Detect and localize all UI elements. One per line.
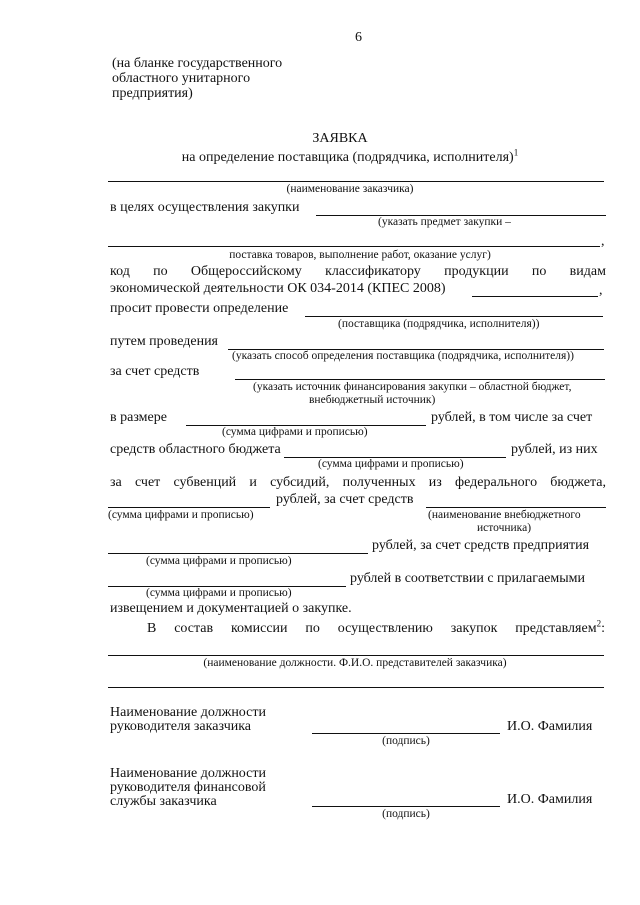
- attached-caption: (сумма цифрами и прописью): [146, 587, 292, 599]
- signature-2-title-line-3: службы заказчика: [110, 794, 217, 809]
- signature-2-title-line-1: Наименование должности: [110, 766, 266, 781]
- letterhead-line-1: (на бланке государственного: [112, 56, 283, 71]
- okpd-line-comma: ,: [599, 283, 603, 298]
- signature-2-line: [312, 806, 500, 807]
- regional-suffix: рублей, из них: [511, 442, 598, 457]
- supplier-caption: (поставщика (подрядчика, исполнителя)): [338, 318, 540, 330]
- funds-label: за счет средств: [110, 364, 200, 379]
- customer-caption: (наименование заказчика): [286, 183, 414, 195]
- okpd-code-line: [472, 296, 598, 297]
- subject-line-comma: ,: [601, 234, 605, 249]
- subject-caption-1: (указать предмет закупки –: [378, 216, 511, 228]
- method-label: путем проведения: [110, 334, 218, 349]
- subject-caption-2: поставка товаров, выполнение работ, оказание услуг): [229, 249, 491, 261]
- subsidies-word: полученных: [342, 475, 416, 490]
- okpd-line-2: экономической деятельности ОК 034-2014 (КПЕС 2008): [110, 281, 446, 296]
- okpd-word: Общероссийскому: [190, 264, 302, 279]
- page-number: 6: [355, 30, 362, 45]
- federal-suffix: рублей, за счет средств: [276, 492, 414, 507]
- okpd-word: по: [153, 264, 168, 279]
- federal-caption: (сумма цифрами и прописью): [108, 509, 254, 521]
- document-title: ЗАЯВКА: [312, 131, 368, 146]
- subject-line: [108, 246, 600, 247]
- letterhead-line-3: предприятия): [112, 86, 193, 101]
- commission-word: осуществлению: [337, 621, 433, 636]
- subsidies-word: и: [249, 475, 257, 490]
- commission-word: закупок: [450, 621, 498, 636]
- commission-word-text: представляем: [515, 621, 597, 636]
- funds-line: [235, 379, 605, 380]
- signature-2-title-line-2: руководителя финансовой: [110, 780, 266, 795]
- notice-line: извещением и документацией о закупке.: [110, 601, 352, 616]
- commission-word: состав: [174, 621, 214, 636]
- regional-caption: (сумма цифрами и прописью): [318, 458, 464, 470]
- commission-line-2: [108, 687, 604, 688]
- commission-word: В: [147, 621, 157, 636]
- okpd-line-1: [110, 264, 606, 280]
- commission-word: комиссии: [230, 621, 288, 636]
- extrabudget-line: [426, 507, 606, 508]
- federal-line: [108, 507, 270, 508]
- regional-label: средств областного бюджета: [110, 442, 281, 457]
- signature-1-name: И.О. Фамилия: [507, 719, 593, 734]
- commission-line: [147, 618, 605, 637]
- document-subtitle-text: на определение поставщика (подрядчика, исполнителя): [181, 150, 514, 165]
- subsidies-word: субвенций: [173, 475, 237, 490]
- subsidies-word: бюджета,: [550, 475, 606, 490]
- signature-1-title-line-2: руководителя заказчика: [110, 719, 252, 734]
- okpd-word: классификатору: [325, 264, 421, 279]
- enterprise-line: [108, 553, 368, 554]
- subsidies-word: федерального: [455, 475, 538, 490]
- okpd-word: по: [531, 264, 547, 279]
- funds-caption-1: (указать источник финансирования закупки – областной бюджет,: [253, 381, 572, 393]
- subsidies-line: [110, 475, 606, 491]
- extrabudget-caption-1: (наименование внебюджетного: [428, 509, 581, 521]
- footnote-mark-1: 1: [513, 147, 519, 158]
- amount-label: в размере: [110, 410, 167, 425]
- enterprise-suffix: рублей, за счет средств предприятия: [372, 538, 590, 553]
- request-line: [305, 316, 603, 317]
- signature-1-line: [312, 733, 500, 734]
- letterhead-line-2: областного унитарного: [112, 71, 251, 86]
- enterprise-caption: (сумма цифрами и прописью): [146, 555, 292, 567]
- signature-2-name: И.О. Фамилия: [507, 792, 593, 807]
- extrabudget-caption-2: источника): [477, 522, 532, 534]
- subsidies-word: из: [428, 475, 442, 490]
- commission-word: [515, 618, 605, 637]
- okpd-word: код: [110, 264, 130, 279]
- signature-2-caption: (подпись): [382, 808, 430, 820]
- amount-suffix: рублей, в том числе за счет: [431, 410, 593, 425]
- attached-suffix: рублей в соответствии с прилагаемыми: [350, 571, 585, 586]
- footnote-mark-2: 2: [596, 618, 602, 629]
- funds-caption-2: внебюджетный источник): [309, 394, 436, 406]
- signature-1-caption: (подпись): [382, 735, 430, 747]
- commission-word: по: [305, 621, 320, 636]
- subsidies-word: счет: [134, 475, 161, 490]
- okpd-word: продукции: [444, 264, 509, 279]
- commission-caption: (наименование должности. Ф.И.О. представителей заказчика): [203, 657, 507, 669]
- method-caption: (указать способ определения поставщика (подрядчика, исполнителя)): [232, 350, 574, 362]
- signature-1-title-line-1: Наименование должности: [110, 705, 266, 720]
- commission-line-1: [108, 655, 604, 656]
- okpd-word: видам: [569, 264, 606, 279]
- document-subtitle: [140, 147, 560, 166]
- subsidies-word: за: [110, 475, 122, 490]
- purpose-label: в целях осуществления закупки: [110, 200, 300, 215]
- request-label: просит провести определение: [110, 301, 289, 316]
- customer-line: [108, 181, 604, 182]
- subsidies-word: субсидий,: [270, 475, 330, 490]
- amount-caption: (сумма цифрами и прописью): [222, 426, 368, 438]
- commission-colon: :: [601, 621, 605, 636]
